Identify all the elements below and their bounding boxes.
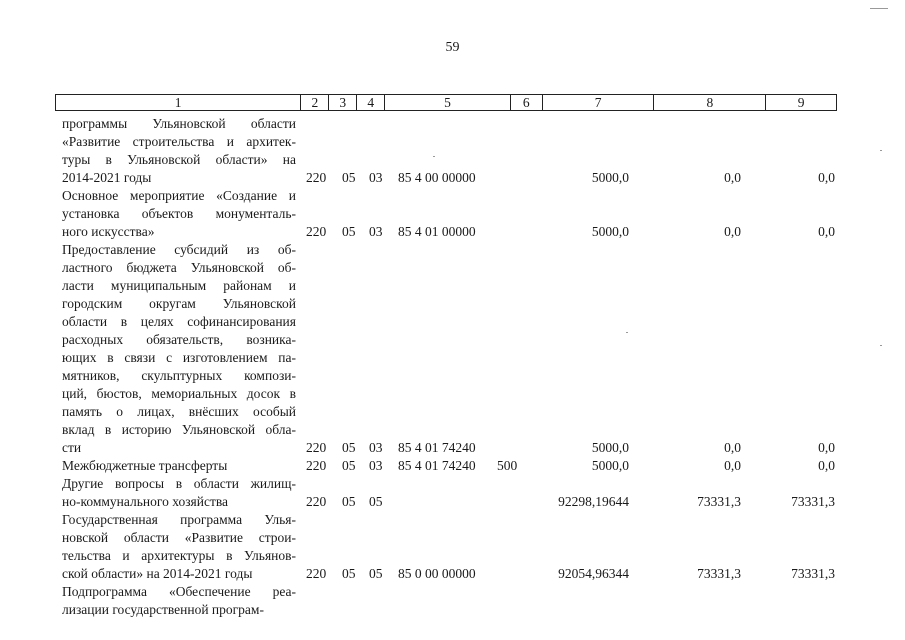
description-line: но-коммунального хозяйства <box>62 494 229 509</box>
paragraph-code: 05 <box>369 494 383 509</box>
description-line: ющих в связи с изготовлением па- <box>62 350 296 365</box>
description-line: ластного бюджета Ульяновской об- <box>62 260 296 275</box>
target-article-code: 85 4 01 74240 <box>398 458 476 473</box>
row-description <box>62 511 296 583</box>
header-cell-2: 2 <box>301 95 329 110</box>
amount-col-7: 5000,0 <box>591 440 629 455</box>
table-row <box>0 511 905 583</box>
description-line: новской области «Развитие строи- <box>62 530 296 545</box>
header-cell-4: 4 <box>357 95 385 110</box>
description-line: вклад в историю Ульяновской обла- <box>62 422 296 437</box>
row-description <box>62 241 296 457</box>
scan-speck <box>880 345 882 346</box>
amount-col-9: 73331,3 <box>791 566 835 581</box>
amount-col-8: 73331,3 <box>697 566 741 581</box>
amount-col-7: 92054,96344 <box>558 566 629 581</box>
subsection-code: 05 <box>342 170 356 185</box>
table-header-row <box>55 94 837 111</box>
section-code: 220 <box>306 440 327 455</box>
description-line: Другие вопросы в области жилищ- <box>62 476 296 491</box>
amount-col-7: 5000,0 <box>591 458 629 473</box>
description-line: память о лицах, внёсших особый <box>62 404 296 419</box>
description-line: Государственная программа Улья- <box>62 512 296 527</box>
subsection-code: 05 <box>342 224 356 239</box>
scan-speck <box>626 332 628 333</box>
subsection-code: 05 <box>342 440 356 455</box>
description-line: туры в Ульяновской области» на <box>62 152 296 167</box>
amount-col-9: 0,0 <box>818 224 835 239</box>
description-line: ской области» на 2014-2021 годы <box>62 566 253 581</box>
expense-type-code: 500 <box>497 458 518 473</box>
table-row <box>0 241 905 457</box>
row-description <box>62 457 296 475</box>
description-line: области в целях софинансирования <box>62 314 296 329</box>
table-body <box>0 115 905 619</box>
target-article-code: 85 4 01 74240 <box>398 440 476 455</box>
paragraph-code: 03 <box>369 170 383 185</box>
amount-col-8: 0,0 <box>724 458 741 473</box>
target-article-code: 85 0 00 00000 <box>398 566 476 581</box>
table-row <box>0 457 905 475</box>
description-line: сти <box>62 440 82 455</box>
paragraph-code: 03 <box>369 458 383 473</box>
header-cell-6: 6 <box>511 95 543 110</box>
header-cell-5: 5 <box>385 95 511 110</box>
description-line: установка объектов монументаль- <box>62 206 296 221</box>
amount-col-8: 0,0 <box>724 170 741 185</box>
scan-speck <box>433 156 435 157</box>
description-line: ного искусства» <box>62 224 155 239</box>
target-article-code: 85 4 01 00000 <box>398 224 476 239</box>
amount-col-9: 73331,3 <box>791 494 835 509</box>
table-row <box>0 583 905 619</box>
amount-col-9: 0,0 <box>818 458 835 473</box>
header-cell-7: 7 <box>543 95 655 110</box>
header-cell-1: 1 <box>56 95 301 110</box>
section-code: 220 <box>306 170 327 185</box>
amount-col-7: 5000,0 <box>591 170 629 185</box>
row-description <box>62 475 296 511</box>
description-line: расходных обязательств, возника- <box>62 332 296 347</box>
amount-col-7: 5000,0 <box>591 224 629 239</box>
description-line: Подпрограмма «Обеспечение реа- <box>62 584 296 599</box>
section-code: 220 <box>306 224 327 239</box>
header-cell-3: 3 <box>329 95 357 110</box>
page-number: 59 <box>445 40 460 55</box>
subsection-code: 05 <box>342 458 356 473</box>
amount-col-9: 0,0 <box>818 440 835 455</box>
amount-col-7: 92298,19644 <box>558 494 629 509</box>
scan-speck <box>870 8 888 9</box>
table-row <box>0 115 905 187</box>
description-line: ций, бюстов, мемориальных досок в <box>62 386 296 401</box>
paragraph-code: 03 <box>369 440 383 455</box>
description-line: Межбюджетные трансферты <box>62 458 228 473</box>
description-line: программы Ульяновской области <box>62 116 296 131</box>
target-article-code: 85 4 00 00000 <box>398 170 476 185</box>
description-line: ласти муниципальным районам и <box>62 278 296 293</box>
paragraph-code: 05 <box>369 566 383 581</box>
section-code: 220 <box>306 566 327 581</box>
section-code: 220 <box>306 494 327 509</box>
table-row <box>0 187 905 241</box>
amount-col-8: 0,0 <box>724 440 741 455</box>
description-line: мятников, скульптурных компози- <box>62 368 296 383</box>
description-line: Предоставление субсидий из об- <box>62 242 296 257</box>
paragraph-code: 03 <box>369 224 383 239</box>
description-line: тельства и архитектуры в Ульянов- <box>62 548 296 563</box>
description-line: 2014-2021 годы <box>62 170 152 185</box>
description-line: городским округам Ульяновской <box>62 296 296 311</box>
amount-col-9: 0,0 <box>818 170 835 185</box>
row-description <box>62 115 296 187</box>
subsection-code: 05 <box>342 566 356 581</box>
description-line: «Развитие строительства и архитек- <box>62 134 296 149</box>
row-description <box>62 187 296 241</box>
subsection-code: 05 <box>342 494 356 509</box>
section-code: 220 <box>306 458 327 473</box>
scan-speck <box>880 150 882 151</box>
table-row <box>0 475 905 511</box>
description-line: лизации государственной програм- <box>62 602 264 617</box>
description-line: Основное мероприятие «Создание и <box>62 188 296 203</box>
amount-col-8: 73331,3 <box>697 494 741 509</box>
header-cell-8: 8 <box>654 95 766 110</box>
row-description <box>62 583 296 619</box>
header-cell-9: 9 <box>797 95 805 110</box>
amount-col-8: 0,0 <box>724 224 741 239</box>
